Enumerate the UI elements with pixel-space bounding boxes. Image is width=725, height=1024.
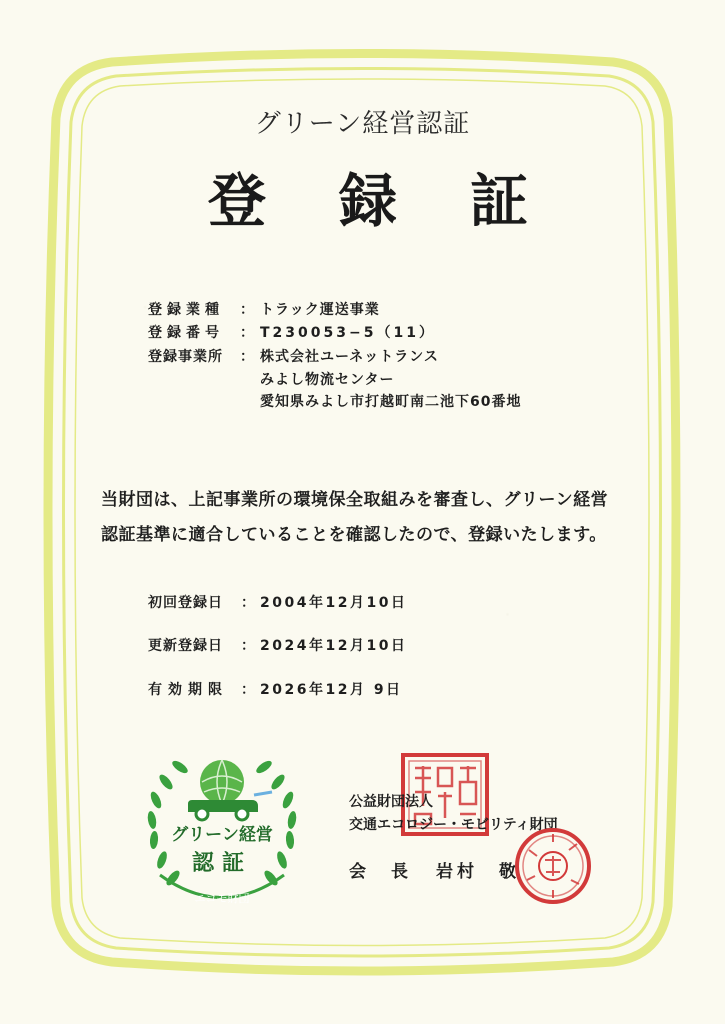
colon: ： <box>241 595 255 611</box>
statement-line-1: 当財団は、上記事業所の環境保全取組みを審査し、グリーン経営 <box>101 490 609 510</box>
office-label: 登録事業所 <box>148 349 223 365</box>
registration-number-value: T230053−5（11） <box>260 325 436 341</box>
office-company: 株式会社ユーネットランス <box>260 349 439 365</box>
renewal-date-value: 2024年12月10日 <box>260 638 408 654</box>
expiry-date-value: 2026年12月 9日 <box>260 682 403 698</box>
green-management-logo <box>132 740 312 915</box>
business-type-label: 登録業種 <box>148 302 224 318</box>
business-type-value: トラック運送事業 <box>260 302 380 318</box>
issuer-title: 会 長 <box>349 862 412 882</box>
issuer-org-type: 公益財団法人 <box>349 794 433 810</box>
title-char: 証 <box>469 167 528 235</box>
colon: ： <box>240 302 255 318</box>
colon: ： <box>240 325 255 341</box>
logo-ribbon-text: エコモ財団 <box>194 892 250 905</box>
issuer-name: 岩村 敬 <box>436 862 520 882</box>
title-char: 録 <box>338 167 397 235</box>
issuer-org-name: 交通エコロジー・モビリティ財団 <box>349 817 558 833</box>
expiry-date-label: 有効期限 <box>148 682 228 698</box>
initial-date-value: 2004年12月10日 <box>260 595 408 611</box>
certificate-title <box>208 154 528 238</box>
initial-date-label: 初回登録日 <box>148 595 223 611</box>
logo-text-line-2: 認証 <box>191 851 253 876</box>
renewal-date-label: 更新登録日 <box>148 638 223 654</box>
statement-line-2: 認証基準に適合していることを確認したので、登録いたします。 <box>101 525 607 545</box>
registration-number-label: 登録番号 <box>148 325 224 341</box>
colon: ： <box>241 682 255 698</box>
logo-text-line-1: グリーン経営 <box>171 825 273 845</box>
office-branch: みよし物流センター <box>260 372 395 388</box>
title-char: 登 <box>208 167 267 235</box>
colon: ： <box>240 349 255 365</box>
certificate-subtitle: グリーン経営認証 <box>254 109 471 139</box>
office-address: 愛知県みよし市打越町南二池下60番地 <box>260 394 522 410</box>
colon: ： <box>241 638 255 654</box>
chairman-round-seal <box>513 826 593 906</box>
